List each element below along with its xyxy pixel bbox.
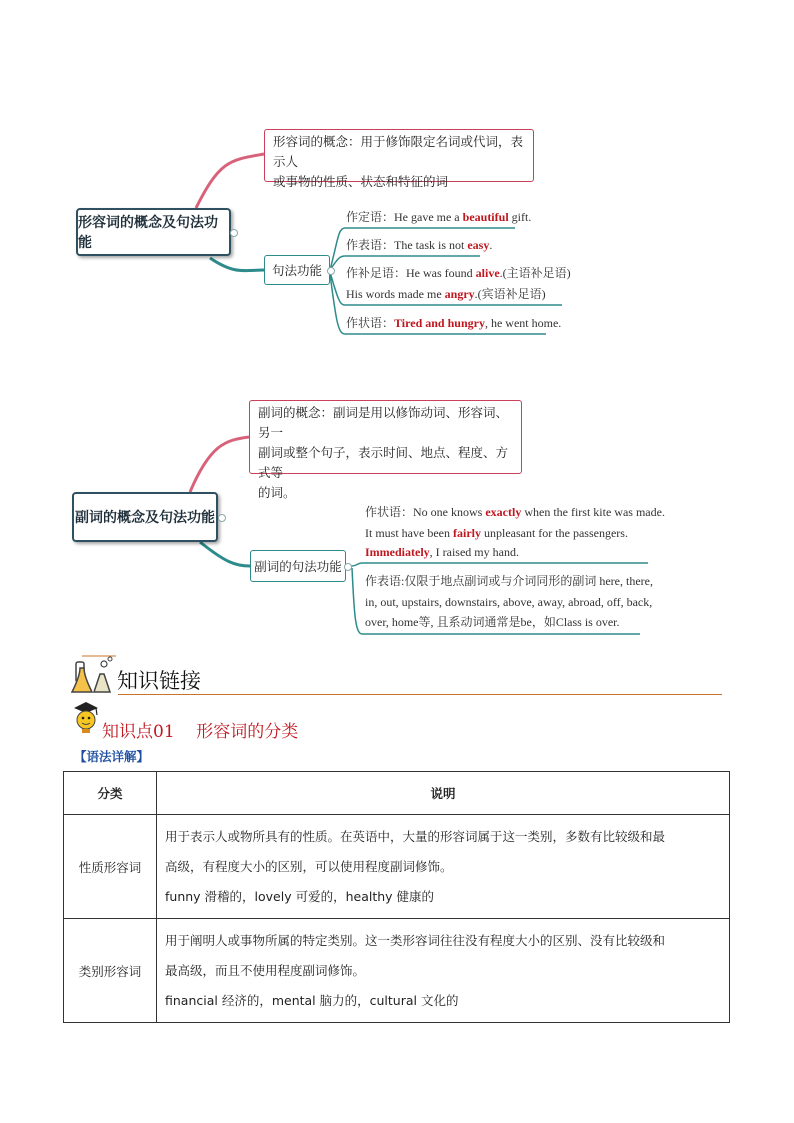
example-line: It must have been fairly unpleasant for the passengers. (365, 526, 628, 540)
concept-line: 副词的概念：副词是用以修饰动词、形容词、另一 (258, 405, 509, 440)
collapse-dot-icon[interactable] (218, 514, 226, 522)
collapse-dot-icon[interactable] (327, 267, 335, 275)
examples-line: financial 经济的，mental 脑力的，cultural 文化的 (165, 992, 459, 1008)
mindmap1-function (264, 255, 330, 285)
section-divider (118, 694, 722, 695)
collapse-dot-icon[interactable] (344, 563, 352, 571)
desc-line: 最高级，而且不使用程度副词修饰。 (165, 962, 366, 978)
desc-line: 用于阐明人或事物所属的特定类别。这一类形容词往往没有程度大小的区别、没有比较级和 (165, 932, 666, 948)
function-label: 副词的句法功能 (254, 559, 342, 574)
example-line: 作状语：Tired and hungry, he went home. (346, 316, 562, 330)
example-line: 作状语：No one knows exactly when the first kite was made. (365, 505, 665, 519)
concept-line: 副词或整个句子，表示时间、地点、程度、方式等 (258, 445, 509, 480)
concept-line: 的词。 (258, 485, 296, 500)
concept-line: 或事物的性质、状态和特征的词 (273, 174, 449, 189)
desc-line: 高级，有程度大小的区别，可以使用程度副词修饰。 (165, 858, 453, 874)
row-description (157, 919, 730, 1023)
concept-line: 形容词的概念：用于修饰限定名词或代词，表示人 (273, 134, 524, 169)
example-line: His words made me angry.(宾语补足语) (346, 287, 546, 301)
row-category: 类别形容词 (64, 919, 157, 1023)
grammar-detail-label: 【语法详解】 (74, 749, 150, 764)
lab-flask-icon (70, 654, 116, 696)
knowledge-point-title: 知识点01 形容词的分类 (102, 722, 299, 742)
function-label: 句法功能 (271, 263, 322, 278)
mindmap1-root (76, 208, 231, 256)
example-line: 作定语：He gave me a beautiful gift. (346, 210, 532, 224)
table-row (64, 815, 730, 919)
mindmap1-root-label: 形容词的概念及句法功能 (78, 215, 218, 251)
mindmap2-root-label: 副词的概念及句法功能 (75, 510, 215, 526)
row-category: 性质形容词 (64, 815, 157, 919)
collapse-dot-icon[interactable] (230, 229, 238, 237)
row-description (157, 815, 730, 919)
example-line: Immediately, I raised my hand. (365, 545, 519, 559)
adjective-classification-table (63, 771, 730, 1023)
mindmap2-concept (249, 400, 522, 500)
example-line: over, home等, 且系动词通常是be，如Class is over. (365, 615, 620, 629)
example-line: in, out, upstairs, downstairs, above, away, abroad, off, back, (365, 595, 653, 609)
example-line: 作补足语：He was found alive.(主语补足语) (346, 266, 571, 280)
mindmap2-function (250, 550, 346, 582)
header-category: 分类 (64, 772, 157, 815)
header-description: 说明 (157, 772, 730, 815)
graduate-mascot-icon (70, 700, 102, 734)
examples-line: funny 滑稽的，lovely 可爱的，healthy 健康的 (165, 888, 435, 904)
example-line: 作表语:仅限于地点副词或与介词同形的副词 here, there, (365, 574, 653, 588)
example-line: 作表语：The task is not easy. (346, 238, 493, 252)
mindmap2-root (72, 492, 218, 542)
table-header-row (64, 772, 730, 815)
table-row (64, 919, 730, 1023)
desc-line: 用于表示人或物所具有的性质。在英语中，大量的形容词属于这一类别，多数有比较级和最 (165, 828, 666, 844)
mindmap1-concept (264, 129, 534, 189)
section-title: 知识链接 (117, 669, 201, 693)
